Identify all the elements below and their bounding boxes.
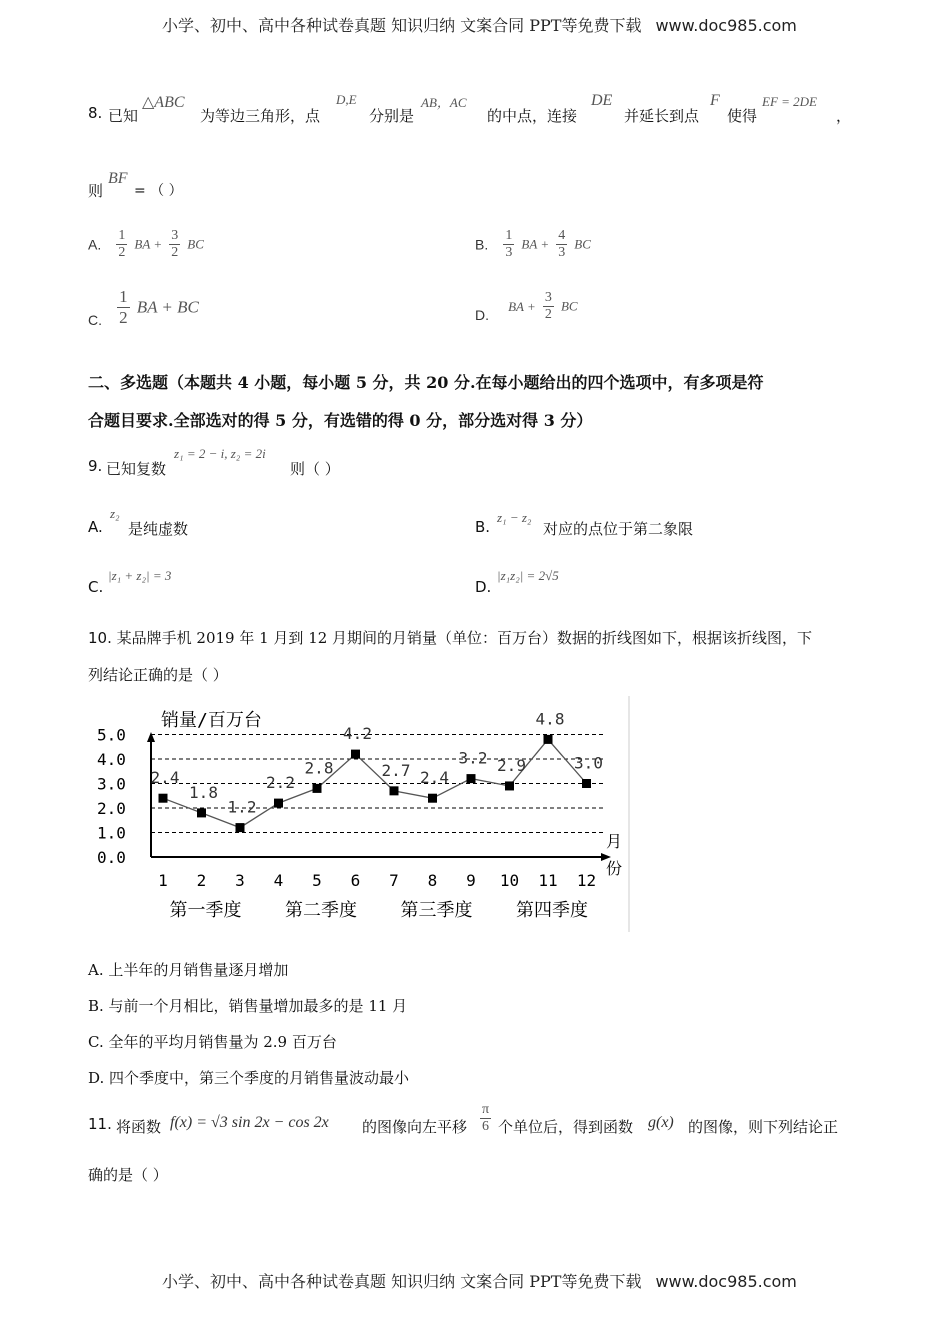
quarter-label: 第四季度 [516, 900, 588, 921]
option-label: A. [88, 518, 103, 536]
q8-text: ， [836, 107, 852, 125]
q10-number: 10. [88, 629, 112, 647]
option-math: BC [574, 236, 591, 252]
q8-math-condition: EF = 2DE [762, 94, 817, 109]
data-label: 4.2 [343, 724, 372, 744]
data-label: 2.4 [420, 768, 449, 788]
x-tick-label: 10 [499, 871, 520, 890]
q10-option-c[interactable]: C. 全年的平均月销售量为 2.9 百万台 [88, 1033, 337, 1051]
pi-fraction: $\frac{\pi}{6}$ [482, 1102, 490, 1134]
option-math: |z₁ + z₂| = 3 [108, 568, 172, 583]
data-label: 2.2 [266, 773, 295, 793]
q8-option-c[interactable] [88, 287, 199, 328]
quarter-label: 第一季度 [169, 900, 242, 921]
option-text: 对应的点位于第二象限 [543, 520, 694, 538]
q8-math-de: DE [591, 92, 613, 109]
option-label: C. [88, 578, 104, 596]
data-point [197, 808, 206, 817]
q10-option-d[interactable]: D. 四个季度中，第三个季度的月销售量波动最小 [88, 1069, 410, 1087]
option-text: 是纯虚数 [128, 520, 189, 538]
q8-option-b[interactable] [475, 228, 591, 261]
data-label: 2.8 [304, 758, 334, 778]
q11-math-g: g(x) [648, 1114, 674, 1131]
q11-text: 的图像向左平移 [362, 1118, 468, 1136]
data-point [159, 794, 168, 803]
x-tick-label: 1 [158, 871, 168, 890]
option-math: BA + [134, 236, 163, 252]
q10-line2: 列结论正确的是（ ） [88, 666, 228, 684]
option-math: z₂ [110, 506, 120, 521]
chart-title: 销量/百万台 [161, 710, 262, 731]
q10-text: 某品牌手机 2019 年 1 月到 12 月期间的月销量（单位：百万台）数据的折线图如下，根据该折线图，下 [116, 629, 813, 647]
x-unit-label-1: 月 [606, 832, 623, 851]
header-text: 小学、初中、高中各种试卷真题 知识归纳 文案合同 PPT等免费下载 [162, 16, 642, 35]
x-tick-label: 8 [427, 871, 438, 890]
y-tick-label: 4.0 [97, 750, 126, 769]
option-label: A. [88, 236, 102, 253]
q11-text: 的图像，则下列结论正 [688, 1118, 839, 1136]
q9-option-d[interactable] [475, 566, 775, 596]
q8-blank: = （ ） [134, 183, 183, 199]
q8-math-segments: AB，AC [421, 95, 467, 110]
option-math: BC [187, 236, 204, 252]
q8-text: 使得 [727, 107, 758, 125]
q8-text: 并延长到点 [624, 107, 700, 125]
q10-option-a[interactable]: A. 上半年的月销售量逐月增加 [88, 961, 289, 979]
q9-option-c[interactable] [88, 566, 388, 596]
data-point [390, 786, 399, 795]
q9-text: 则（ ） [290, 460, 340, 478]
y-tick-label: 1.0 [97, 823, 126, 843]
x-tick-label: 2 [196, 871, 207, 890]
q8-math-triangle: △ABC [142, 94, 185, 111]
option-label: B. [475, 518, 491, 536]
q9-option-a[interactable] [88, 506, 388, 536]
option-label: B. [475, 236, 489, 253]
x-tick-label: 7 [389, 871, 399, 890]
q9-math-condition: z₁ = 2 − i, z₂ = 2i [174, 446, 266, 461]
q11-line1 [88, 1102, 868, 1142]
q10-line1 [88, 627, 812, 648]
fraction: $\frac{3}{2}$ [171, 228, 179, 260]
page-footer [162, 1269, 797, 1292]
q8-text: 为等边三角形，点 [200, 107, 321, 125]
q9-number: 9. [88, 457, 103, 475]
option-math: BA + BC [136, 297, 199, 317]
sales-line-chart [95, 694, 635, 934]
q11-text: 个单位后，得到函数 [498, 1118, 634, 1136]
q11-text: 将函数 [116, 1118, 162, 1136]
option-math: |z₁z₂| = 2√5 [497, 568, 559, 583]
data-label: 4.8 [535, 709, 565, 729]
x-tick-label: 11 [538, 871, 558, 890]
x-tick-label: 9 [466, 871, 476, 890]
x-unit-label-2: 份 [606, 859, 623, 878]
option-label: C. [88, 312, 102, 328]
option-math: z₁ − z₂ [497, 510, 532, 525]
x-tick-label: 12 [576, 871, 597, 890]
data-label: 3.2 [458, 748, 488, 768]
fraction: $\frac{1}{3}$ [505, 228, 513, 260]
data-label: 3.0 [574, 753, 603, 773]
q8-math-f: F [710, 92, 720, 109]
fraction: $\frac{4}{3}$ [558, 228, 566, 260]
data-point [351, 750, 360, 759]
data-label: 2.9 [497, 755, 526, 775]
x-tick-label: 4 [273, 871, 284, 890]
q9-option-b[interactable] [475, 506, 775, 536]
y-tick-label: 5.0 [97, 725, 126, 745]
q8-text: 已知 [108, 107, 139, 125]
option-math: BA + [521, 236, 550, 252]
q8-option-a[interactable] [88, 228, 204, 261]
quarter-label: 第二季度 [285, 900, 357, 921]
q11-math-function: f(x) = √3 sin 2x − cos 2x [170, 1114, 329, 1131]
option-label: D. [475, 578, 492, 596]
data-point [274, 799, 283, 808]
section-heading-line1: 二、多选题（本题共 4 小题，每小题 5 分，共 20 分.在每小题给出的四个选项中，有多项是符 [88, 373, 764, 392]
data-label: 1.2 [227, 797, 257, 817]
x-tick-label: 6 [350, 871, 361, 890]
data-point [544, 735, 553, 744]
q8-number: 8. [88, 104, 103, 122]
q11-line2: 确的是（ ） [88, 1166, 168, 1184]
q8-text: 则 [88, 182, 104, 200]
page-header [162, 13, 797, 36]
q11-number: 11. [88, 1115, 112, 1133]
y-tick-label: 3.0 [97, 774, 126, 794]
fraction: $\frac{1}{2}$ [119, 287, 128, 327]
x-tick-label: 3 [235, 871, 245, 890]
y-tick-label: 2.0 [97, 799, 126, 818]
option-label: D. [475, 307, 489, 323]
data-label: 2.7 [381, 760, 411, 780]
data-point [582, 779, 591, 788]
y-tick-label: 0.0 [97, 848, 126, 867]
q8-math-bf: BF [108, 170, 128, 187]
x-tick-label: 5 [312, 871, 322, 890]
data-label: 2.4 [150, 768, 180, 788]
header-url[interactable]: www.doc985.com [655, 16, 797, 35]
data-label: 1.8 [189, 782, 218, 802]
q8-text: 的中点，连接 [487, 107, 578, 125]
data-point [428, 794, 437, 803]
y-axis-arrow [147, 732, 155, 742]
data-point [467, 774, 476, 783]
data-point [505, 781, 514, 790]
section-heading-line2: 合题目要求.全部选对的得 5 分，有选错的得 0 分，部分选对得 3 分） [88, 411, 593, 430]
q9-text: 已知复数 [106, 460, 167, 478]
q8-math-points: D,E [336, 92, 357, 107]
q8-option-d[interactable] [475, 290, 578, 323]
footer-text: 小学、初中、高中各种试卷真题 知识归纳 文案合同 PPT等免费下载 [162, 1272, 642, 1291]
data-point [313, 784, 322, 793]
data-point [236, 823, 245, 832]
footer-url[interactable]: www.doc985.com [655, 1272, 797, 1291]
fraction: $\frac{1}{2}$ [118, 228, 126, 260]
quarter-label: 第三季度 [400, 900, 473, 921]
q8-text: 分别是 [369, 107, 415, 125]
option-math: BA + [508, 298, 536, 314]
q10-option-b[interactable]: B. 与前一个月相比，销售量增加最多的是 11 月 [88, 997, 408, 1015]
fraction: $\frac{3}{2}$ [544, 290, 552, 322]
option-math: BC [560, 298, 578, 314]
